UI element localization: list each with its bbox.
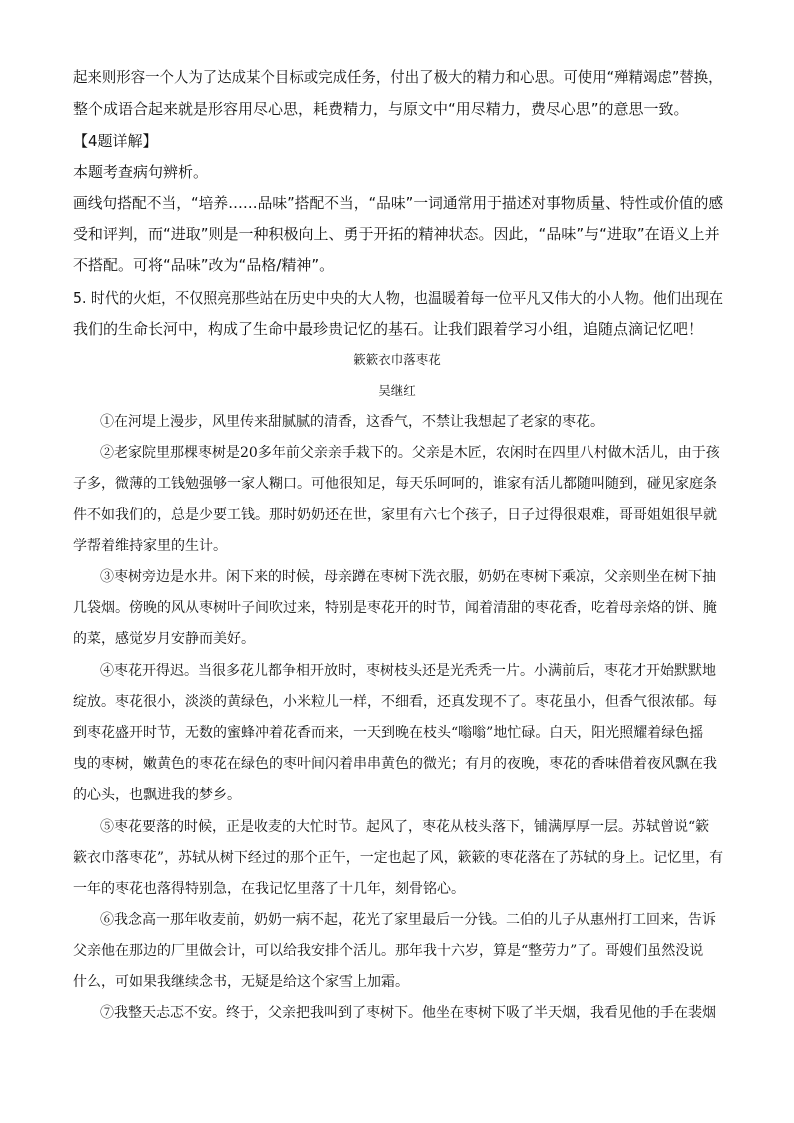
answer-line: 整个成语合起来就是形容用尽心思，耗费精力，与原文中“用尽精力，费尽心思”的意思一致。 <box>73 100 689 118</box>
story-line: 的心头，也飘进我的梦乡。 <box>73 787 241 803</box>
question-line: 5. 时代的火炬，不仅照亮那些站在历史中央的大人物，也温暖着每一位平凡又伟大的小人物。他们出现在 <box>73 289 724 307</box>
story-line: 簌衣巾落枣花”，苏轼从树下经过的那个正午，一定也起了风，簌簌的枣花落在了苏轼的身上。记忆里，有 <box>73 850 724 866</box>
story-author: 吴继红 <box>378 383 416 398</box>
answer-line: 不搭配。可将“品味”改为“品格/精神”。 <box>73 256 335 274</box>
story-line: 绽放。枣花很小，淡淡的黄绿色，小米粒儿一样，不细看，还真发现不了。枣花虽小，但香气很浓郁。每 <box>73 694 717 710</box>
story-line: 父亲他在那边的厂里做会计，可以给我安排个活儿。那年我十六岁，算是“整劳力”了。哥嫂们虽然没说 <box>73 943 704 959</box>
story-line: ④枣花开得迟。当很多花儿都争相开放时，枣树枝头还是光秃秃一片。小满前后，枣花才开始默默地 <box>100 663 716 679</box>
story-line: 几袋烟。傍晚的风从枣树叶子间吹过来，特别是枣花开的时节，闻着清甜的枣花香，吃着母亲烙的饼、腌 <box>73 600 717 616</box>
story-line: ②老家院里那棵枣树是20多年前父亲亲手栽下的。父亲是木匠，农闲时在四里八村做木活儿，由于孩 <box>100 445 720 461</box>
section-heading: 【4题详解】 <box>73 132 158 150</box>
story-line: 曳的枣树，嫩黄色的枣花在绿色的枣叶间闪着串串黄色的微光；有月的夜晚，枣花的香味借着夜风飘在我 <box>73 756 717 772</box>
story-line: 学帮着维持家里的生计。 <box>73 538 227 554</box>
story-line: 什么，可如果我继续念书，无疑是给这个家雪上加霜。 <box>73 974 409 990</box>
story-line: ⑦我整天忐忑不安。终于，父亲把我叫到了枣树下。他坐在枣树下吸了半天烟，我看见他的手在裴烟 <box>100 1005 716 1021</box>
question-line: 我们的生命长河中，构成了生命中最珍贵记忆的基石。让我们跟着学习小组，追随点滴记忆吧！ <box>73 320 704 338</box>
story-line: 件不如我们的，总是少要工钱。那时奶奶还在世，家里有六七个孩子，日子过得很艰难，哥哥姐姐很早就 <box>73 507 717 523</box>
story-line: 子多，微薄的工钱勉强够一家人糊口。可他很知足，每天乐呵呵的，谁家有活儿都随叫随到，碰见家庭条 <box>73 476 717 492</box>
story-line: ⑥我念高一那年收麦前，奶奶一病不起，花光了家里最后一分钱。二伯的儿子从惠州打工回来，告诉 <box>100 912 716 928</box>
story-line: ①在河堤上漫步，风里传来甜腻腻的清香，这香气，不禁让我想起了老家的枣花。 <box>100 414 604 430</box>
story-title: 簌簌衣巾落枣花 <box>353 352 441 367</box>
story-line: 的菜，感觉岁月安静而美好。 <box>73 631 255 647</box>
story-line: ⑤枣花要落的时候，正是收麦的大忙时节。起风了，枣花从枝头落下，铺满厚厚一层。苏轼曾说“簌 <box>100 819 710 835</box>
answer-line: 起来则形容一个人为了达成某个目标或完成任务，付出了极大的精力和心思。可使用“殚精竭虑”替换， <box>73 68 723 86</box>
answer-line: 受和评判，而“进取”则是一种积极向上、勇于开拓的精神状态。因此，“品味”与“进取”在语义上并 <box>73 225 720 243</box>
story-line: 一年的枣花也落得特别急，在我记忆里落了十几年，刻骨铭心。 <box>73 881 465 897</box>
answer-line: 本题考查病句辨析。 <box>73 163 209 181</box>
answer-line: 画线句搭配不当，“培养……品味”搭配不当，“品味”一词通常用于描述对事物质量、特性或价值的感 <box>73 194 724 212</box>
story-line: 到枣花盛开时节，无数的蜜蜂冲着花香而来，一天到晚在枝头“嗡嗡”地忙碌。白天，阳光照耀着绿色摇 <box>73 725 704 741</box>
story-line: ③枣树旁边是水井。闲下来的时候，母亲蹲在枣树下洗衣服，奶奶在枣树下乘凉，父亲则坐在树下抽 <box>100 569 716 585</box>
